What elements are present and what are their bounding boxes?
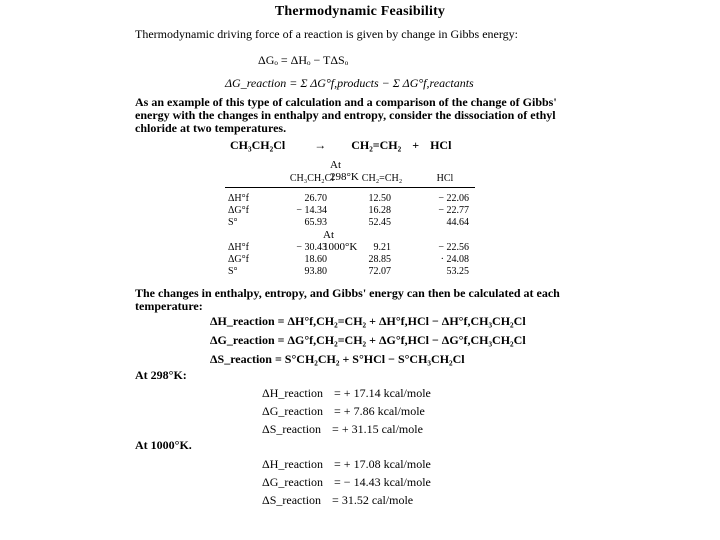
table-cell: 44.64 [446, 217, 469, 228]
table-cell: 28.85 [368, 254, 391, 265]
result-value: = 31.52 cal/mole [332, 493, 414, 507]
table-row [225, 193, 485, 205]
row-label: ΔG°f [228, 205, 249, 216]
result-row [262, 404, 425, 419]
result-value: = + 17.14 kcal/mole [334, 386, 431, 400]
result-row [262, 386, 431, 401]
row-label: ΔG°f [228, 254, 249, 265]
table-cell: 53.25 [446, 266, 469, 277]
table-cell: − 22.06 [438, 193, 469, 204]
table-cell: · 24.08 [440, 254, 469, 265]
table-cell: 72.07 [368, 266, 391, 277]
result-row [262, 475, 431, 490]
table-header-row [225, 173, 485, 185]
example-paragraph: As an example of this type of calculation and a comparison of the change of Gibbs' energy with the changes in enthalpy and entropy, consider the dissociation of ethyl chloride at two temperatures. [135, 95, 557, 135]
result-value: = − 14.43 kcal/mole [334, 475, 431, 489]
gibbs-equation: ΔG_reaction = Σ ΔG°f,products − Σ ΔG°f,reactants [225, 76, 474, 90]
temp-header-298: At 298°K [330, 159, 359, 183]
result-row [262, 493, 413, 508]
result-value: = + 17.08 kcal/mole [334, 457, 431, 471]
table-cell: 16.28 [368, 205, 391, 216]
reaction-plus: + [412, 138, 420, 152]
table-cell: − 30.43 [296, 242, 327, 253]
row-label: ΔH°f [228, 242, 249, 253]
col-hcl: HCl [436, 173, 454, 184]
result-row [262, 422, 423, 437]
changes-paragraph: The changes in enthalpy, entropy, and Gibbs' energy can then be calculated at each temperature: [135, 286, 560, 313]
temp-header-1000: At 1000°K [323, 229, 358, 253]
result-label: ΔS_reaction [262, 493, 322, 507]
row-label: ΔH°f [228, 193, 249, 204]
result-label: ΔS_reaction [262, 422, 322, 436]
intro-paragraph: Thermodynamic driving force of a reaction is given by change in Gibbs energy: [135, 27, 518, 41]
table-cell: 12.50 [368, 193, 391, 204]
reaction-equation [230, 138, 451, 153]
table-cell: 26.70 [304, 193, 327, 204]
table-cell: 52.45 [368, 217, 391, 228]
table-row [225, 254, 485, 266]
table-cell: 9.21 [373, 242, 391, 253]
result-value: = + 31.15 cal/mole [332, 422, 423, 436]
col-ethyl-chloride: CH₃CH₂Cl [289, 173, 335, 184]
table-row [225, 266, 485, 278]
reactant: CH₃CH₂Cl [230, 138, 286, 152]
row-label: S° [228, 266, 238, 277]
table-row [225, 242, 485, 254]
reaction-arrow: → [314, 138, 327, 152]
result-label: ΔG_reaction [262, 404, 324, 418]
result-value: = + 7.86 kcal/mole [334, 404, 425, 418]
main-equation: ΔGₒ = ΔHₒ − TΔSₒ [258, 53, 349, 67]
table-cell: − 22.77 [438, 205, 469, 216]
row-label: S° [228, 217, 238, 228]
result-label: ΔH_reaction [262, 457, 324, 471]
delta-s-equation: ΔS_reaction = S°CH₂CH₂ + S°HCl − S°CH₃CH₂Cl [210, 352, 465, 366]
product-ethylene: CH₂=CH₂ [351, 138, 402, 152]
delta-g-equation: ΔG_reaction = ΔG°f,CH₂=CH₂ + ΔG°f,HCl − ΔG°f,CH₃CH₂Cl [210, 333, 526, 347]
result-label: ΔH_reaction [262, 386, 324, 400]
table-cell: − 22.56 [438, 242, 469, 253]
result-label: ΔG_reaction [262, 475, 324, 489]
col-ethylene: CH₂=CH₂ [361, 173, 403, 184]
table-cell: 18.60 [304, 254, 327, 265]
delta-h-equation: ΔH_reaction = ΔH°f,CH₂=CH₂ + ΔH°f,HCl − ΔH°f,CH₃CH₂Cl [210, 314, 526, 328]
table-row [225, 217, 485, 229]
section-298: At 298°K: [135, 368, 187, 382]
section-1000: At 1000°K. [135, 438, 192, 452]
table-row [225, 205, 485, 217]
page-title: Thermodynamic Feasibility [274, 4, 446, 19]
product-hcl: HCl [430, 138, 452, 152]
table-rule [225, 187, 475, 188]
table-cell: 65.93 [304, 217, 327, 228]
table-cell: 93.80 [304, 266, 327, 277]
result-row [262, 457, 431, 472]
table-cell: − 14.34 [296, 205, 327, 216]
